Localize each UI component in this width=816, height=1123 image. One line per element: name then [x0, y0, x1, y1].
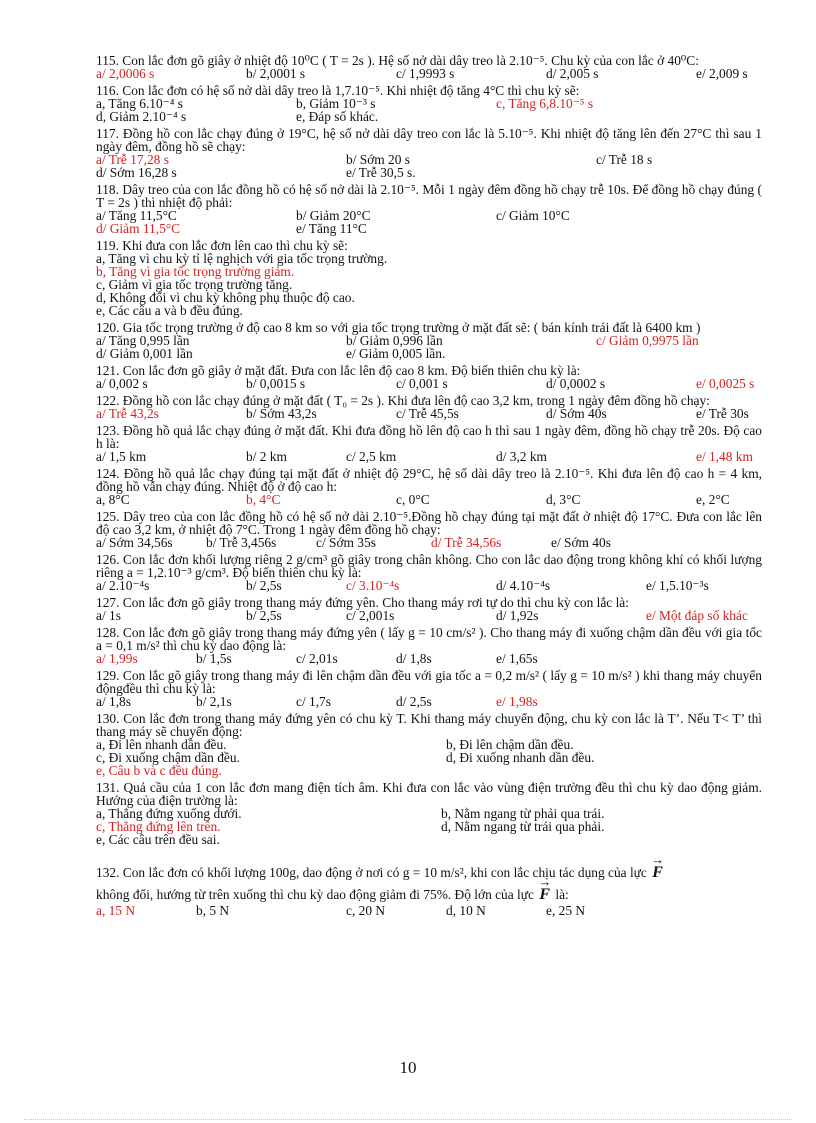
answer-option: c/ 2,01s [296, 651, 338, 666]
force-vector-symbol: → F [537, 886, 552, 904]
question-stem-part2: không đổi, hướng từ trên xuống thì chu kỳ dao động giảm đi 75%. Độ lớn của lực [96, 887, 534, 902]
answer-option: a/ Trễ 17,28 s [96, 152, 169, 167]
question-stem: 129. Con lắc gõ giây trong thang máy đi lên chậm dần đều với gia tốc a = 0,2 m/s² ( lấy g = 10 m/s² ) khi thang máy chuyển độngđều thì chu kỳ là: [96, 668, 762, 696]
answer-option: b/ Sớm 20 s [346, 152, 411, 167]
option-row [96, 377, 762, 390]
question-121 [96, 364, 762, 390]
answer-option: e, Các câu a và b đều đúng. [96, 303, 243, 318]
answer-option: e/ 1,65s [496, 651, 538, 666]
option-row [96, 493, 762, 506]
answer-option: d/ Sớm 16,28 s [96, 165, 177, 180]
question-stem: 125. Dây treo của con lắc đồng hồ có hệ số nở dài 2.10⁻⁵.Đồng hồ chạy đúng tại mặt đất ở nhiệt độ 17°C. Đưa con lắc lên độ cao 3,2 km, ở nhiệt độ 7°C. Trong 1 ngày đêm đồng hồ chạy: [96, 509, 762, 537]
answer-option: b, Tăng vì gia tốc trọng trường giảm. [96, 264, 295, 279]
option-row [96, 904, 762, 917]
answer-option: c, Đi xuống chậm dần đều. [96, 750, 240, 765]
answer-option: d/ 3,2 km [496, 449, 547, 464]
answer-option: a/ Trễ 43,2s [96, 406, 159, 421]
option-row [96, 67, 762, 80]
answer-option: c/ 1,7s [296, 694, 331, 709]
question-stem: 117. Đồng hồ con lắc chạy đúng ở 19°C, hệ số nở dài dây treo con lắc là 5.10⁻⁵. Khi nhiệt độ tăng lên đến 27°C thì sau 1 ngày đêm, đồng hồ sẽ chạy: [96, 126, 762, 154]
question-122 [96, 394, 762, 420]
answer-option: d/ 2,005 s [546, 66, 599, 81]
answer-option: e, Các câu trên đều sai. [96, 832, 220, 847]
question-126 [96, 553, 762, 592]
answer-option: e/ Một đáp số khác [646, 608, 748, 623]
answer-option: d, Không đổi vì chu kỳ không phụ thuộc độ cao. [96, 290, 355, 305]
answer-option: d/ 0,0002 s [546, 376, 606, 391]
answer-option: c/ Sớm 35s [316, 535, 376, 550]
answer-option: e/ 0,0025 s [696, 376, 755, 391]
question-stem: 118. Dây treo của con lắc đồng hồ có hệ số nở dài là 2.10⁻⁵. Mỗi 1 ngày đêm đồng hồ chạy trễ 10s. Để đồng hồ chạy đúng ( T = 2s ) thì nhiệt độ phải: [96, 182, 762, 210]
answer-option: c/ 3.10⁻⁴s [346, 578, 400, 593]
question-118 [96, 183, 762, 235]
answer-option: d/ 4.10⁻⁴s [496, 578, 551, 593]
question-128 [96, 626, 762, 665]
question-stem-cont [96, 886, 762, 904]
answer-option: d, Đi xuống nhanh dần đều. [446, 750, 595, 765]
answer-option: d, Giảm 2.10⁻⁴ s [96, 109, 187, 124]
question-124 [96, 467, 762, 506]
answer-option: a/ Tăng 11,5°C [96, 208, 177, 223]
option-row [96, 110, 762, 123]
answer-option: b, Giảm 10⁻³ s [296, 96, 376, 111]
answer-option: c, Tăng 6,8.10⁻⁵ s [496, 96, 594, 111]
question-stem: 121. Con lắc đơn gõ giây ở mặt đất. Đưa con lắc lên độ cao 8 km. Độ biến thiên chu kỳ là: [96, 363, 581, 378]
answer-option: e/ Trễ 30,5 s. [346, 165, 416, 180]
question-115 [96, 54, 762, 80]
answer-option: a/ 1s [96, 608, 121, 623]
option-row [96, 695, 762, 708]
question-117 [96, 127, 762, 179]
answer-option: b/ Giảm 20°C [296, 208, 371, 223]
question-116 [96, 84, 762, 123]
option-row [96, 536, 762, 549]
answer-option: e, Đáp số khác. [296, 109, 379, 124]
question-stem: 131. Quả cầu của 1 con lắc đơn mang điện tích âm. Khi đưa con lắc vào vùng điện trường đều thì chu kỳ dao động giảm. Hướng của điện trường là: [96, 780, 762, 808]
answer-option: b/ 2,5s [246, 578, 282, 593]
answer-option: d/ 1,92s [496, 608, 539, 623]
answer-option: a/ 2,0006 s [96, 66, 155, 81]
answer-option: c, Thẳng đứng lên trên. [96, 819, 221, 834]
option-row [96, 407, 762, 420]
answer-option: e/ Sớm 40s [551, 535, 611, 550]
answer-option: b/ 2,5s [246, 608, 282, 623]
answer-option: c, 0°C [396, 492, 430, 507]
option-row [96, 764, 762, 777]
question-stem: 115. Con lắc đơn gõ giây ở nhiệt độ 10⁰C ( T = 2s ). Hệ số nở dài dây treo là 2.10⁻⁵. Chu kỳ của con lắc ở 40⁰C: [96, 53, 699, 68]
answer-option: e/ Tăng 11°C [296, 221, 367, 236]
question-127 [96, 596, 762, 622]
answer-option: e/ Trễ 30s [696, 406, 749, 421]
question-stem: 122. Đồng hồ con lắc chạy đúng ở mặt đất ( T₀ = 2s ). Khi đưa lên độ cao 3,2 km, trong 1 ngày đêm đồng hồ chạy: [96, 393, 710, 408]
answer-option: b, 4°C [246, 492, 281, 507]
answer-option: c, Giảm vì gia tốc trọng trường tăng. [96, 277, 293, 292]
question-120 [96, 321, 762, 360]
option-row [96, 652, 762, 665]
answer-option: a, 8°C [96, 492, 130, 507]
answer-option: c/ Giảm 0,9975 lần [596, 333, 699, 348]
answer-option: a/ 1,8s [96, 694, 131, 709]
answer-option: d/ Sớm 40s [546, 406, 607, 421]
answer-option: b/ 2,1s [196, 694, 232, 709]
answer-option: d/ Giảm 11,5°C [96, 221, 181, 236]
answer-option: a, Đi lên nhanh dần đều. [96, 737, 227, 752]
option-row [96, 347, 762, 360]
answer-option: a/ Tăng 0,995 lần [96, 333, 190, 348]
answer-option: b/ 2 km [246, 449, 287, 464]
question-119 [96, 239, 762, 317]
answer-option: d/ Trễ 34,56s [431, 535, 502, 550]
answer-option: b/ 1,5s [196, 651, 232, 666]
answer-option: c/ 0,001 s [396, 376, 448, 391]
answer-option: b/ 2,0001 s [246, 66, 306, 81]
answer-option: b/ Trễ 3,456s [206, 535, 277, 550]
answer-option: a, Thẳng đứng xuống dưới. [96, 806, 242, 821]
answer-option: c/ 2,001s [346, 608, 395, 623]
question-125 [96, 510, 762, 549]
answer-option: e/ 1,5.10⁻³s [646, 578, 709, 593]
force-vector-symbol: → F [650, 860, 665, 886]
question-stem: 130. Con lắc đơn trong thang máy đứng yên có chu kỳ T. Khi thang máy chuyển động, chu kỳ con lắc là T’. Nếu T< T’ thì thang máy sẽ chuyển động: [96, 711, 762, 739]
option-row [96, 609, 762, 622]
answer-option: d, 3°C [546, 492, 581, 507]
answer-option: e/ Giảm 0,005 lần. [346, 346, 446, 361]
question-132 [96, 860, 762, 917]
answer-option: e, 2°C [696, 492, 730, 507]
question-130 [96, 712, 762, 777]
option-row [96, 153, 762, 166]
option-row [96, 209, 762, 222]
option-row [96, 304, 762, 317]
answer-option: a/ Sớm 34,56s [96, 535, 173, 550]
option-row [96, 97, 762, 110]
answer-option: c/ Trễ 45,5s [396, 406, 459, 421]
question-list [96, 54, 762, 921]
answer-option: d/ 2,5s [396, 694, 432, 709]
answer-option: e, Câu b và c đều đúng. [96, 763, 222, 778]
question-stem: 127. Con lắc đơn gõ giây trong thang máy đứng yên. Cho thang máy rơi tự do thì chu kỳ con lắc là: [96, 595, 629, 610]
question-stem: 128. Con lắc đơn gõ giây trong thang máy đứng yên ( lấy g = 10 cm/s² ). Cho thang máy đi xuống chậm dần đều với gia tốc a = 0,1 m/s² thì chu kỳ dao động là: [96, 625, 762, 653]
question-stem: 124. Đồng hồ quả lắc chạy đúng tại mặt đất ở nhiệt độ 29°C, hệ số dài dây treo là 2.10⁻⁵. Khi đưa lên độ cao h = 4 km, đồng hồ vẫn chạy đúng. Nhiệt độ ở độ cao h: [96, 466, 762, 494]
answer-option: c/ Trễ 18 s [596, 152, 653, 167]
answer-option: b, Đi lên chậm dần đều. [446, 737, 574, 752]
answer-option: b/ 0,0015 s [246, 376, 306, 391]
question-stem: 119. Khi đưa con lắc đơn lên cao thì chu kỳ sẽ: [96, 238, 348, 253]
answer-option: b, Nằm ngang từ phải qua trái. [441, 806, 605, 821]
page-number: 10 [399, 1058, 417, 1077]
answer-option: c, 20 N [346, 903, 386, 918]
question-stem: 123. Đồng hồ quả lắc chạy đúng ở mặt đất. Khi đưa đồng hồ lên độ cao h thì sau 1 ngày đêm, đồng hồ chạy trễ 20s. Độ cao h là: [96, 423, 762, 451]
question-stem: 126. Con lắc đơn khối lượng riêng 2 g/cm³ gõ giây trong chân không. Cho con lắc dao động trong không khí có khối lượng riêng a = 1,2.10⁻³ g/cm³. Độ biến thiên chu kỳ là: [96, 552, 762, 580]
answer-option: b/ Sớm 43,2s [246, 406, 317, 421]
answer-option: d/ Giảm 0,001 lần [96, 346, 193, 361]
option-row [96, 833, 762, 846]
answer-option: c/ 2,5 km [346, 449, 397, 464]
answer-option: e/ 1,98s [496, 694, 538, 709]
question-stem-part3: là: [555, 887, 569, 902]
answer-option: e/ 1,48 km [696, 449, 753, 464]
question-stem: 120. Gia tốc trọng trường ở độ cao 8 km so với gia tốc trọng trường ở mặt đất sẽ: ( bán kính trái đất là 6400 km ) [96, 320, 701, 335]
answer-option: c/ Giảm 10°C [496, 208, 570, 223]
answer-option: a/ 1,5 km [96, 449, 147, 464]
option-row [96, 579, 762, 592]
answer-option: a/ 1,99s [96, 651, 138, 666]
answer-option: a/ 2.10⁻⁴s [96, 578, 150, 593]
option-row [96, 450, 762, 463]
answer-option: d/ 1,8s [396, 651, 432, 666]
answer-option: b, 5 N [196, 903, 230, 918]
option-row [96, 166, 762, 179]
answer-option: a, 15 N [96, 903, 136, 918]
question-123 [96, 424, 762, 463]
option-row [96, 222, 762, 235]
question-129 [96, 669, 762, 708]
question-stem: 116. Con lắc đơn có hệ số nở dài dây treo là 1,7.10⁻⁵. Khi nhiệt độ tăng 4°C thì chu kỳ sẽ: [96, 83, 580, 98]
question-stem-part1: 132. Con lắc đơn có khối lượng 100g, dao động ở nơi có g = 10 m/s², khi con lắc chịu tác dụng của lực [96, 865, 647, 880]
answer-option: e, 25 N [546, 903, 586, 918]
answer-option: a, Tăng vì chu kỳ tỉ lệ nghịch với gia tốc trọng trường. [96, 251, 388, 266]
answer-option: c/ 1,9993 s [396, 66, 455, 81]
question-stem [96, 860, 762, 886]
answer-option: e/ 2,009 s [696, 66, 748, 81]
bottom-divider [24, 1119, 792, 1120]
answer-option: a, Tăng 6.10⁻⁴ s [96, 96, 183, 111]
answer-option: b/ Giảm 0,996 lần [346, 333, 443, 348]
question-131 [96, 781, 762, 846]
answer-option: d, Nằm ngang từ trái qua phải. [441, 819, 605, 834]
answer-option: a/ 0,002 s [96, 376, 148, 391]
answer-option: d, 10 N [446, 903, 486, 918]
